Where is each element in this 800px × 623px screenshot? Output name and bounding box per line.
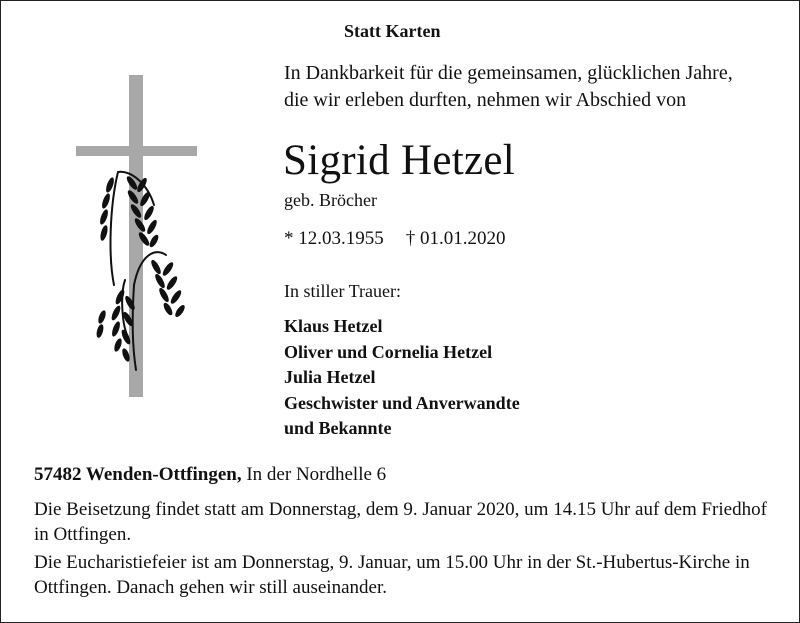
intro-text [284,60,733,114]
mourner-name: und Bekannte [284,418,392,438]
cross-with-wheat-icon [70,75,200,400]
birth-name: geb. Bröcher [284,190,377,210]
mourners-list [284,314,520,442]
mourner-name: Geschwister und Anverwandte [284,392,520,413]
life-dates [284,228,506,250]
address-city: 57482 Wenden-Ottfingen, [34,464,242,485]
intro-line: In Dankbarkeit für die gemeinsamen, glücklichen Jahre, [284,62,733,84]
intro-line: die wir erleben durften, nehmen wir Abschied von [284,89,687,111]
mourner-name: Oliver und Cornelia Hetzel [284,341,493,362]
death-date: † 01.01.2020 [405,228,506,249]
funeral-info: Die Beisetzung findet statt am Donnerstag, dem 9. Januar 2020, um 14.15 Uhr auf dem Friedhof in Ottfingen. [34,499,767,545]
mourner-name: Klaus Hetzel [284,316,383,336]
birth-date: * 12.03.1955 [284,228,384,249]
mass-info: Die Eucharistiefeier ist am Donnerstag, 9. Januar, um 15.00 Uhr in der St.-Hubertus-Kirche in Ottfingen. Danach gehen wir still auseinander. [34,552,750,598]
address [34,464,386,486]
mourning-label: In stiller Trauer: [284,281,401,301]
mourner-name: Julia Hetzel [284,367,376,387]
deceased-name: Sigrid Hetzel [283,137,515,184]
address-street: In der Nordhelle 6 [246,464,387,485]
notice-heading: Statt Karten [344,21,441,41]
